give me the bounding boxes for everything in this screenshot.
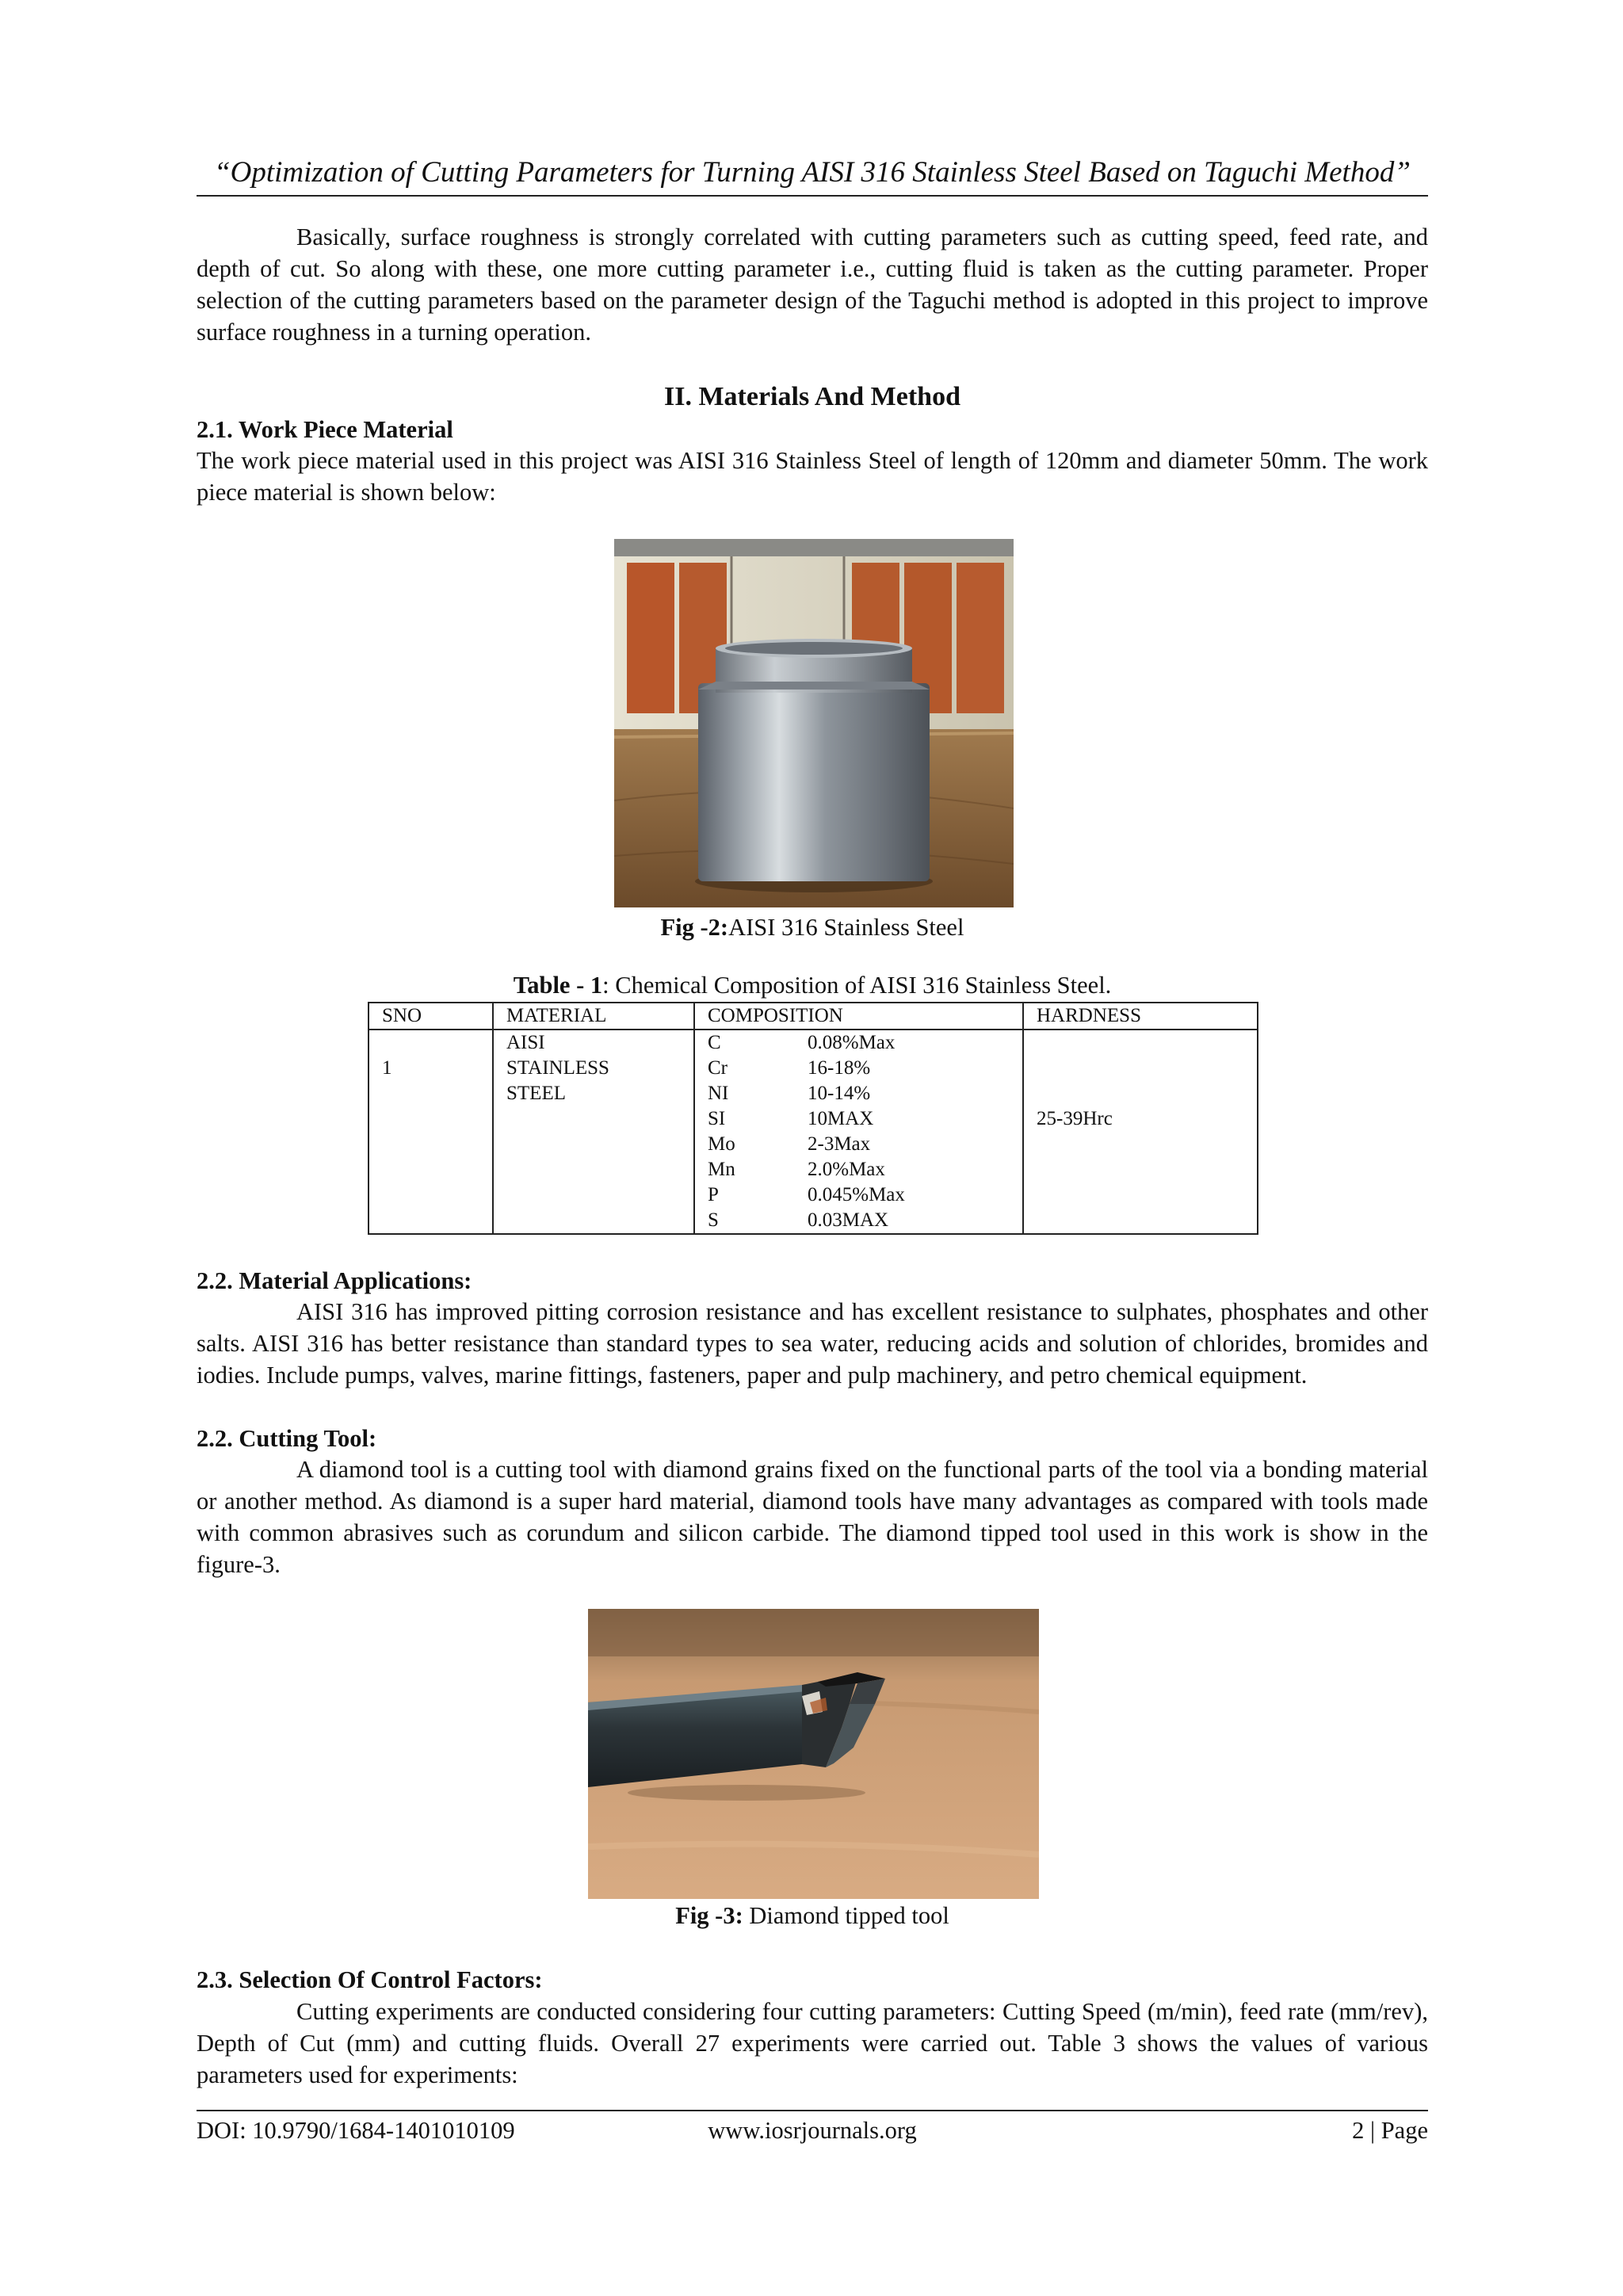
footer-page-number: 2 | Page xyxy=(1352,2117,1428,2144)
composition-list xyxy=(708,1030,1022,1233)
figure-3-label: Fig -3: xyxy=(675,1902,743,1929)
figure-3-photo xyxy=(588,1609,1039,1899)
element-symbol: SI xyxy=(708,1108,726,1129)
cutting-tool-paragraph: A diamond tool is a cutting tool with diamond grains fixed on the functional parts of the tool via a bonding material or another method. As diamond is a super hard material, diamond tools have many advantages as compared with tools made with common abrasives such as corundum and silicon carbide. The diamond tipped tool used in this work is show in the figure-3. xyxy=(197,1456,1428,1578)
element-value: 10-14% xyxy=(808,1083,871,1104)
sno-value: 1 xyxy=(382,1057,392,1079)
material-line: STAINLESS xyxy=(506,1057,609,1079)
table-1-label: Table - 1 xyxy=(513,972,603,999)
element-symbol: Cr xyxy=(708,1057,727,1079)
footer-url[interactable]: www.iosrjournals.org xyxy=(708,2117,917,2144)
page-footer xyxy=(197,2115,1428,2146)
table-1-title xyxy=(197,969,1428,1001)
element-value: 16-18% xyxy=(808,1057,871,1079)
cell-sno xyxy=(369,1030,493,1234)
header-material: MATERIAL xyxy=(493,1003,694,1030)
element-symbol: P xyxy=(708,1184,719,1205)
applications-heading: 2.2. Material Applications: xyxy=(197,1267,472,1294)
cell-hardness xyxy=(1023,1030,1258,1234)
work-piece-paragraph: The work piece material used in this project was AISI 316 Stainless Steel of length of 120mm and diameter 50mm. The work piece material is shown below: xyxy=(197,447,1428,506)
element-value: 2-3Max xyxy=(808,1133,871,1155)
work-piece-heading: 2.1. Work Piece Material xyxy=(197,416,453,443)
element-value: 0.045%Max xyxy=(808,1184,905,1205)
element-value: 0.08%Max xyxy=(808,1032,896,1053)
cell-composition xyxy=(694,1030,1023,1234)
element-symbol: Mo xyxy=(708,1133,735,1155)
table-header-row xyxy=(369,1003,1258,1030)
intro-paragraph: Basically, surface roughness is strongly correlated with cutting parameters such as cutting speed, feed rate, and depth of cut. So along with these, one more cutting parameter i.e., cutting fluid is taken as the cutting parameter. Proper selection of the cutting parameters based on the parameter design of the Taguchi method is adopted in this project to improve surface roughness in a turning operation. xyxy=(197,223,1428,346)
element-value: 0.03MAX xyxy=(808,1209,889,1231)
element-symbol: S xyxy=(708,1209,719,1231)
figure-2-caption-text: AISI 316 Stainless Steel xyxy=(728,914,964,941)
header-composition: COMPOSITION xyxy=(694,1003,1023,1030)
footer-rule xyxy=(197,2110,1428,2111)
material-line: STEEL xyxy=(506,1083,566,1104)
hardness-value: 25-39Hrc xyxy=(1037,1108,1113,1129)
chemical-composition-table xyxy=(368,1002,1258,1235)
running-title: “Optimization of Cutting Parameters for Turning AISI 316 Stainless Steel Based on Taguchi Method” xyxy=(214,156,1411,189)
figure-2-photo xyxy=(614,539,1014,907)
section-heading: II. Materials And Method xyxy=(664,382,960,411)
element-symbol: C xyxy=(708,1032,721,1053)
header-rule xyxy=(197,195,1428,197)
figure-3-caption xyxy=(197,1900,1428,1931)
figure-3-caption-text: Diamond tipped tool xyxy=(743,1902,949,1929)
material-line: AISI xyxy=(506,1032,545,1053)
footer-doi: DOI: 10.9790/1684-1401010109 xyxy=(197,2117,515,2144)
figure-2-caption xyxy=(197,911,1428,943)
control-factors-heading: 2.3. Selection Of Control Factors: xyxy=(197,1966,543,1993)
applications-paragraph: AISI 316 has improved pitting corrosion resistance and has excellent resistance to sulphates, phosphates and other salts. AISI 316 has better resistance than standard types to sea water, reducing acids and solution of chlorides, bromides and iodies. Include pumps, valves, marine fittings, fasteners, paper and pulp machinery, and petro chemical equipment. xyxy=(197,1298,1428,1389)
element-value: 2.0%Max xyxy=(808,1159,885,1180)
table-1-caption-text: : Chemical Composition of AISI 316 Stainless Steel. xyxy=(602,972,1112,999)
element-symbol: Mn xyxy=(708,1159,735,1180)
cell-material xyxy=(493,1030,694,1234)
header-sno: SNO xyxy=(369,1003,493,1030)
journal-page xyxy=(197,0,1428,2296)
element-value: 10MAX xyxy=(808,1108,874,1129)
control-factors-paragraph: Cutting experiments are conducted considering four cutting parameters: Cutting Speed (m/min), feed rate (mm/rev), Depth of Cut (mm) and cutting fluids. Overall 27 experiments were carried out. Table 3 shows the values of various parameters used for experiments: xyxy=(197,1998,1428,2088)
table-row xyxy=(369,1030,1258,1234)
figure-2-label: Fig -2: xyxy=(660,914,729,941)
cutting-tool-heading: 2.2. Cutting Tool: xyxy=(197,1425,377,1452)
header-hardness: HARDNESS xyxy=(1023,1003,1258,1030)
element-symbol: NI xyxy=(708,1083,729,1104)
